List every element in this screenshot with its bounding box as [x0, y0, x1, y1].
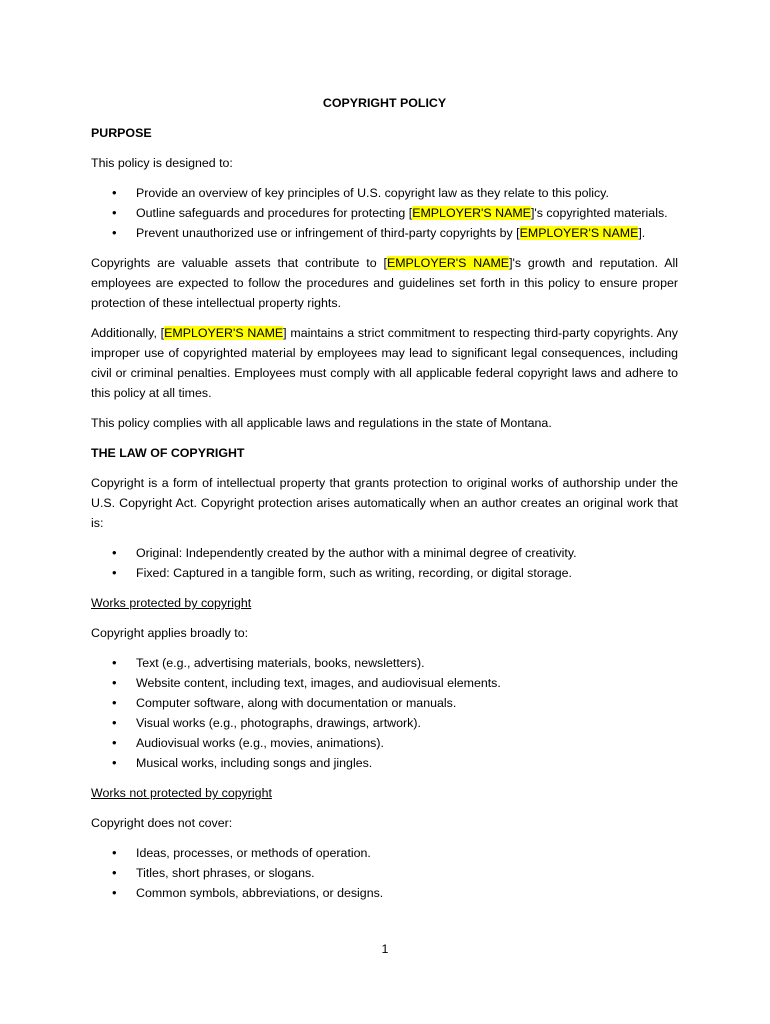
list-item	[91, 673, 678, 693]
list-item-text-post: ]'s copyrighted materials.	[530, 206, 668, 220]
list-item	[91, 183, 678, 203]
employer-name-placeholder: EMPLOYER'S NAME	[519, 226, 639, 240]
bullet-icon: •	[112, 545, 117, 560]
paragraph-text-post: ]'s growth and reputation. All employees are expected to follow the procedures and guidelines set forth in this policy to ensure proper protection of these intellectual property rights.	[91, 256, 678, 310]
document-title: COPYRIGHT POLICY	[322, 96, 447, 110]
purpose-intro: This policy is designed to:	[91, 156, 233, 170]
list-item	[91, 693, 678, 713]
paragraph-text-pre: Copyrights are valuable assets that contribute to [	[91, 256, 387, 270]
section-heading-law: THE LAW OF COPYRIGHT	[91, 446, 245, 460]
purpose-paragraph-1	[91, 253, 678, 313]
list-item	[91, 653, 678, 673]
paragraph-text-post: ] maintains a strict commitment to respecting third-party copyrights. Any improper use of copyrighted material by employees may lead to significant legal consequences, including civil or criminal penalties. Employees must comply with all applicable federal copyright laws and adhere to this policy at all times.	[91, 326, 678, 400]
document-body	[91, 93, 678, 903]
bullet-icon: •	[112, 715, 117, 730]
protected-intro: Copyright applies broadly to:	[91, 626, 249, 640]
list-item-text: Titles, short phrases, or slogans.	[136, 866, 315, 880]
bullet-icon: •	[112, 205, 117, 220]
subheading-not-protected-works: Works not protected by copyright	[91, 786, 272, 800]
list-item-text: Computer software, along with documentation or manuals.	[136, 696, 457, 710]
list-item	[91, 203, 678, 223]
list-item-text: Ideas, processes, or methods of operation.	[136, 846, 371, 860]
list-item	[91, 843, 678, 863]
bullet-icon: •	[112, 735, 117, 750]
list-item-text: Musical works, including songs and jingles.	[136, 756, 373, 770]
list-item-text: Visual works (e.g., photographs, drawings, artwork).	[136, 716, 421, 730]
bullet-icon: •	[112, 755, 117, 770]
list-item	[91, 713, 678, 733]
list-item-text-post: ].	[638, 226, 646, 240]
list-item	[91, 863, 678, 883]
list-item	[91, 733, 678, 753]
bullet-icon: •	[112, 655, 117, 670]
list-item-text: Fixed: Captured in a tangible form, such as writing, recording, or digital storage.	[136, 566, 572, 580]
bullet-icon: •	[112, 865, 117, 880]
list-item	[91, 563, 678, 583]
list-item	[91, 883, 678, 903]
purpose-paragraph-3: This policy complies with all applicable laws and regulations in the state of Montana.	[91, 416, 552, 430]
employer-name-placeholder: EMPLOYER'S NAME	[386, 256, 510, 270]
subheading-protected-works: Works protected by copyright	[91, 596, 252, 610]
bullet-icon: •	[112, 185, 117, 200]
employer-name-placeholder: EMPLOYER'S NAME	[412, 206, 531, 220]
purpose-paragraph-2	[91, 323, 678, 403]
list-item	[91, 223, 678, 243]
employer-name-placeholder: EMPLOYER'S NAME	[164, 326, 284, 340]
bullet-icon: •	[112, 565, 117, 580]
list-item	[91, 543, 678, 563]
list-item-text: Common symbols, abbreviations, or designs.	[136, 886, 384, 900]
section-heading-purpose: PURPOSE	[91, 126, 152, 140]
law-bullet-list	[91, 543, 678, 583]
list-item-text: Website content, including text, images, and audiovisual elements.	[136, 676, 501, 690]
page-number: 1	[381, 942, 389, 956]
list-item-text: Text (e.g., advertising materials, books, newsletters).	[136, 656, 425, 670]
list-item-text: Original: Independently created by the author with a minimal degree of creativity.	[136, 546, 577, 560]
law-intro: Copyright is a form of intellectual property that grants protection to original works of authorship under the U.S. Copyright Act. Copyright protection arises automatically when an author creates an original work that is:	[91, 476, 678, 530]
not-protected-bullet-list	[91, 843, 678, 903]
list-item-text-pre: Outline safeguards and procedures for protecting [	[136, 206, 413, 220]
not-protected-intro: Copyright does not cover:	[91, 816, 233, 830]
bullet-icon: •	[112, 225, 117, 240]
list-item-text: Audiovisual works (e.g., movies, animations).	[136, 736, 384, 750]
bullet-icon: •	[112, 845, 117, 860]
protected-bullet-list	[91, 653, 678, 773]
list-item-text-pre: Prevent unauthorized use or infringement of third-party copyrights by [	[136, 226, 520, 240]
paragraph-text-pre: Additionally, [	[91, 326, 165, 340]
bullet-icon: •	[112, 885, 117, 900]
bullet-icon: •	[112, 695, 117, 710]
list-item	[91, 753, 678, 773]
list-item-text: Provide an overview of key principles of U.S. copyright law as they relate to this policy.	[136, 186, 609, 200]
purpose-bullet-list	[91, 183, 678, 243]
bullet-icon: •	[112, 675, 117, 690]
